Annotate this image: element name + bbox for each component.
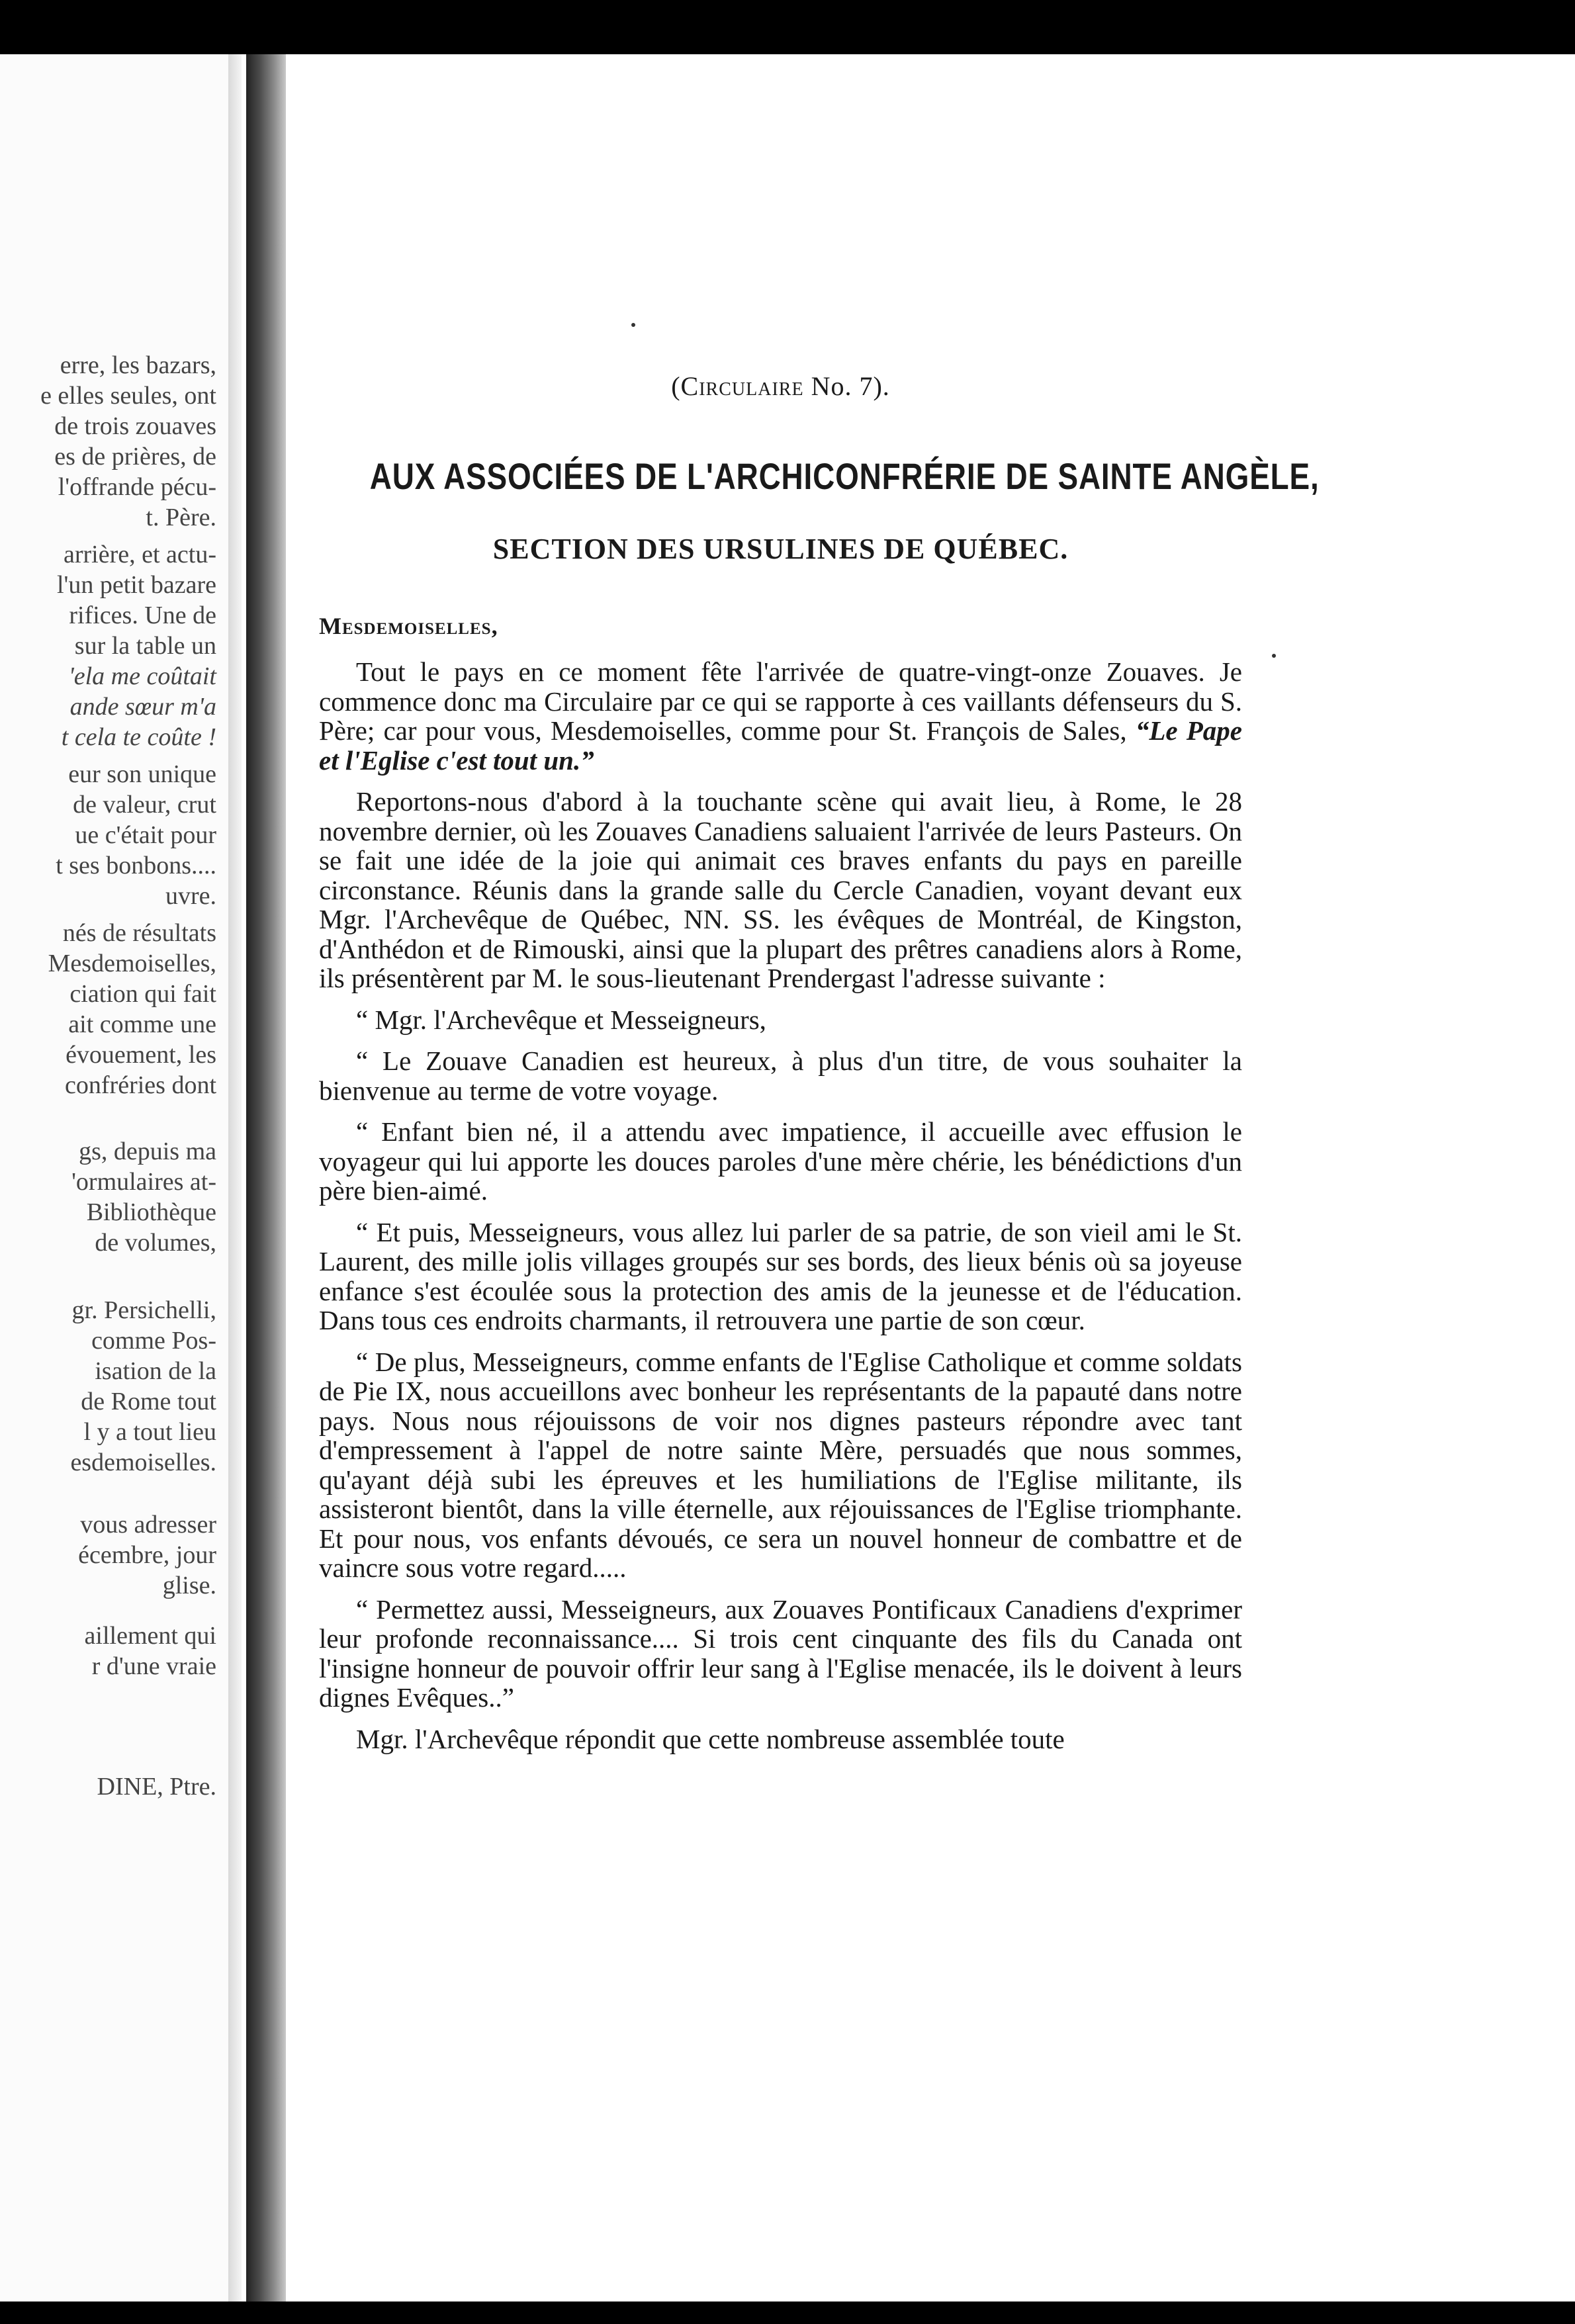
gutter-shadow bbox=[228, 54, 242, 2302]
ink-speck bbox=[1272, 654, 1276, 658]
left-page-line: vous adresser bbox=[80, 1511, 216, 1539]
paragraph bbox=[319, 657, 1242, 775]
page-content bbox=[319, 371, 1320, 1765]
left-page-line: ue c'était pour bbox=[75, 821, 216, 849]
left-page-line: sur la table un bbox=[74, 632, 216, 660]
left-page-line: 'ormulaires at- bbox=[71, 1168, 216, 1196]
circular-number bbox=[319, 371, 1242, 402]
left-page-line: ciation qui fait bbox=[69, 980, 216, 1008]
left-page-line: l'offrande pécu- bbox=[58, 473, 216, 501]
left-page-line: es de prières, de bbox=[54, 443, 216, 470]
document-subtitle: SECTION DES URSULINES DE QUÉBEC. bbox=[492, 533, 1069, 565]
left-page-line: de trois zouaves bbox=[54, 412, 216, 440]
book-spine bbox=[246, 54, 286, 2302]
left-page-line: Mesdemoiselles, bbox=[48, 950, 216, 977]
address-paragraph: “ De plus, Messeigneurs, comme enfants de l'Eglise Catholique et comme soldats de Pie IX, nous accueillons avec bonheur les représentants de la papauté dans notre pays. Nous nous réjouissons de voir nos dignes pasteurs répondre avec tant d'empressement à l'appel de notre sainte Mère, persuadés que nous sommes, qu'ayant déjà subi les épreuves et les humiliations de l'Eglise militante, ils assisteront bientôt, dans la ville éternelle, aux réjouissances de l'Eglise triomphante. Et pour nous, vos enfants dévoués, ce sera un nouvel honneur de combattre et de vaincre sous votre regard..... bbox=[319, 1346, 1242, 1583]
salutation: Mesdemoiselles, bbox=[319, 613, 498, 639]
left-page-line: esdemoiselles. bbox=[70, 1449, 216, 1476]
left-page-line: Bibliothèque bbox=[86, 1198, 216, 1226]
left-page-line: de valeur, crut bbox=[73, 791, 216, 819]
left-page-line: erre, les bazars, bbox=[60, 351, 216, 379]
left-page-line: t ses bonbons.... bbox=[56, 852, 216, 879]
left-page-line: DINE, Ptre. bbox=[97, 1773, 216, 1801]
left-page-line: écembre, jour bbox=[78, 1541, 216, 1569]
address-paragraph: “ Enfant bien né, il a attendu avec impatience, il accueille avec effusion le voyageur qui lui apporte les douces paroles d'une mère chérie, les bénédictions d'un père bien-aimé. bbox=[319, 1116, 1242, 1206]
paragraph-text: Tout le pays en ce moment fête l'arrivée de quatre-vingt-onze Zouaves. Je commence donc ma Circulaire par ce qui se rapporte à ces vaillants défenseurs du S. Père; car pour vous, Mesdemoiselles, comme pour St. François de Sales, bbox=[319, 656, 1242, 746]
left-facing-page bbox=[0, 54, 228, 2302]
left-page-line: glise. bbox=[162, 1572, 216, 1599]
address-paragraph: “ Le Zouave Canadien est heureux, à plus d'un titre, de vous souhaiter la bienvenue au terme de votre voyage. bbox=[319, 1046, 1242, 1106]
left-page-line: uvre. bbox=[165, 882, 216, 910]
address-opening: “ Mgr. l'Archevêque et Messeigneurs, bbox=[356, 1004, 766, 1035]
left-page-line: nés de résultats bbox=[62, 919, 216, 947]
left-page-line: 'ela me coûtait bbox=[68, 662, 216, 690]
left-page-line: l y a tout lieu bbox=[83, 1418, 216, 1446]
left-page-line: aillement qui bbox=[84, 1622, 216, 1650]
left-page-line: eur son unique bbox=[68, 760, 216, 788]
paragraph: Mgr. l'Archevêque répondit que cette nombreuse assemblée toute bbox=[356, 1723, 1065, 1754]
left-page-line: de Rome tout bbox=[81, 1388, 216, 1415]
left-page-line: isation de la bbox=[95, 1357, 216, 1385]
circular-open: ( bbox=[671, 371, 681, 401]
left-page-line: rifices. Une de bbox=[69, 602, 216, 629]
left-page-line: évouement, les bbox=[66, 1041, 216, 1069]
pope-quote: “Le Pape et l'Eglise c'est tout un.” bbox=[319, 715, 1243, 776]
circular-word: Circulaire bbox=[680, 371, 804, 401]
left-page-line: t. Père. bbox=[146, 504, 216, 531]
left-page-line: confréries dont bbox=[65, 1071, 216, 1099]
address-paragraph: “ Permettez aussi, Messeigneurs, aux Zouaves Pontificaux Canadiens d'exprimer leur profonde reconnaissance.... Si trois cent cinquante des fils du Canada ont l'insigne honneur de pouvoir offrir leur sang à l'Eglise menacée, ils le doivent à leurs dignes Evêques..” bbox=[319, 1593, 1242, 1713]
left-page-line: ait comme une bbox=[68, 1010, 216, 1038]
left-page-line: ande sœur m'a bbox=[69, 693, 216, 721]
left-page-line: de volumes, bbox=[95, 1229, 216, 1257]
paragraph: Reportons-nous d'abord à la touchante scène qui avait lieu, à Rome, le 28 novembre dernier, où les Zouaves Canadiens saluaient l'arrivée de leurs Pasteurs. On se fait une idée de la joie qui animait ces braves enfants du pays en pareille circonstance. Réunis dans la grande salle du Cercle Canadien, voyant devant eux Mgr. l'Archevêque de Québec, NN. SS. les évêques de Montréal, de Kingston, d'Anthédon et de Rimouski, ainsi que la plupart des prêtres canadiens alors à Rome, ils présentèrent par M. le sous-lieutenant Prendergast l'adresse suivante : bbox=[319, 786, 1242, 993]
left-page-line: gs, depuis ma bbox=[79, 1138, 216, 1165]
left-page-line: r d'une vraie bbox=[91, 1652, 216, 1680]
address-paragraph: “ Et puis, Messeigneurs, vous allez lui parler de sa patrie, de son vieil ami le St. Laurent, des mille jolis villages groupés sur ses bords, des lieux bénis où sa joyeuse enfance s'est écoulée sous la protection des amis de la jeunesse et de l'éducation. Dans tous ces endroits charmants, il retrouvera une partie de son cœur. bbox=[319, 1216, 1242, 1335]
left-page-line: e elles seules, ont bbox=[40, 382, 216, 410]
ink-speck bbox=[631, 323, 635, 327]
left-page-line: arrière, et actu- bbox=[64, 541, 216, 568]
left-page-line: l'un petit bazare bbox=[56, 571, 216, 599]
document-title: AUX ASSOCIÉES DE L'ARCHICONFRÉRIE DE SAINTE ANGÈLE, bbox=[369, 455, 1320, 497]
left-page-line: comme Pos- bbox=[91, 1327, 216, 1355]
left-page-line: gr. Persichelli, bbox=[71, 1296, 216, 1324]
left-page-line: t cela te coûte ! bbox=[61, 723, 216, 751]
circular-no: No. 7). bbox=[803, 371, 890, 401]
